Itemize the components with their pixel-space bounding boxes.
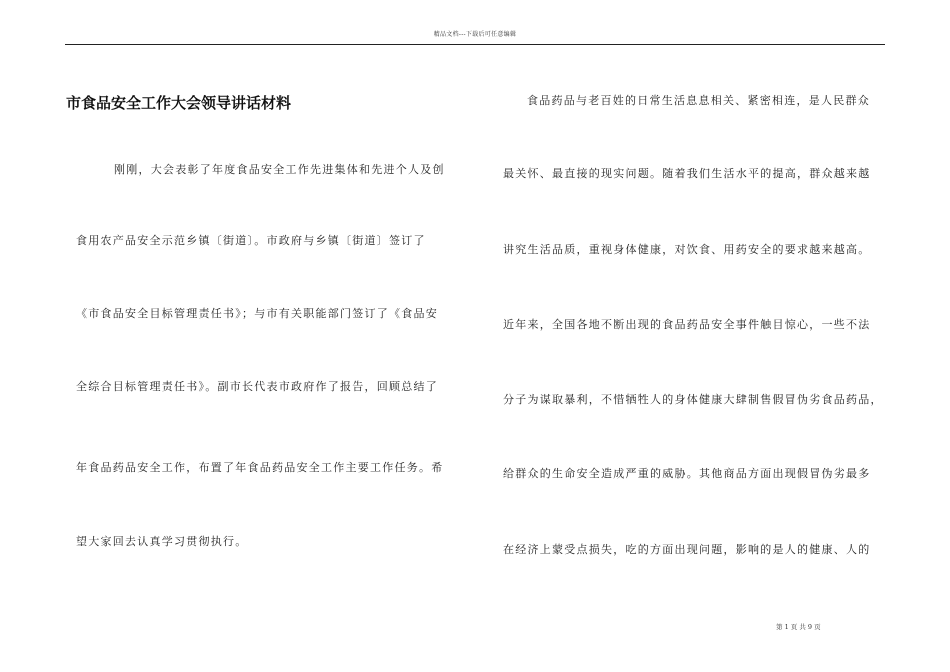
right-paragraph-line-4: 近年来，全国各地不断出现的食品药品安全事件触目惊心，一些不法 xyxy=(503,318,871,331)
right-paragraph-line-1: 食品药品与老百姓的日常生活息息相关、紧密相连，是人民群众 xyxy=(527,94,870,107)
left-paragraph-line-5: 年食品药品安全工作，布置了年食品药品安全工作主要工作任务。希 xyxy=(76,461,444,474)
right-paragraph-line-3: 讲究生活品质，重视身体健康，对饮食、用药安全的要求越来越高。 xyxy=(503,243,871,256)
header-divider xyxy=(65,44,885,45)
document-title: 市食品安全工作大会领导讲话材料 xyxy=(66,94,292,112)
page-number: 第 1 页 共 9 页 xyxy=(776,623,821,631)
left-paragraph-line-3: 《市食品安全目标管理责任书》；与市有关职能部门签订了《食品安 xyxy=(76,307,438,320)
header-note: 精品文档---下载后可任意编辑 xyxy=(433,31,517,38)
left-paragraph-line-2: 食用农产品安全示范乡镇〔街道〕。市政府与乡镇〔街道〕签订了 xyxy=(76,234,426,247)
left-paragraph-line-6: 望大家回去认真学习贯彻执行。 xyxy=(76,535,248,548)
right-paragraph-line-5: 分子为谋取暴利，不惜牺牲人的身体健康大肆制售假冒伪劣食品药品， xyxy=(503,393,883,406)
right-paragraph-line-2: 最关怀、最直接的现实问题。随着我们生活水平的提高，群众越来越 xyxy=(503,167,871,180)
left-paragraph-line-1: 刚刚，大会表彰了年度食品安全工作先进集体和先进个人及创 xyxy=(114,163,445,176)
left-paragraph-line-4: 全综合目标管理责任书》。副市长代表市政府作了报告，回顾总结了 xyxy=(76,380,438,393)
right-paragraph-line-6: 给群众的生命安全造成严重的威胁。其他商品方面出现假冒伪劣最多 xyxy=(503,467,871,480)
right-paragraph-line-7: 在经济上蒙受点损失，吃的方面出现问题，影响的是人的健康、人的 xyxy=(503,543,871,556)
